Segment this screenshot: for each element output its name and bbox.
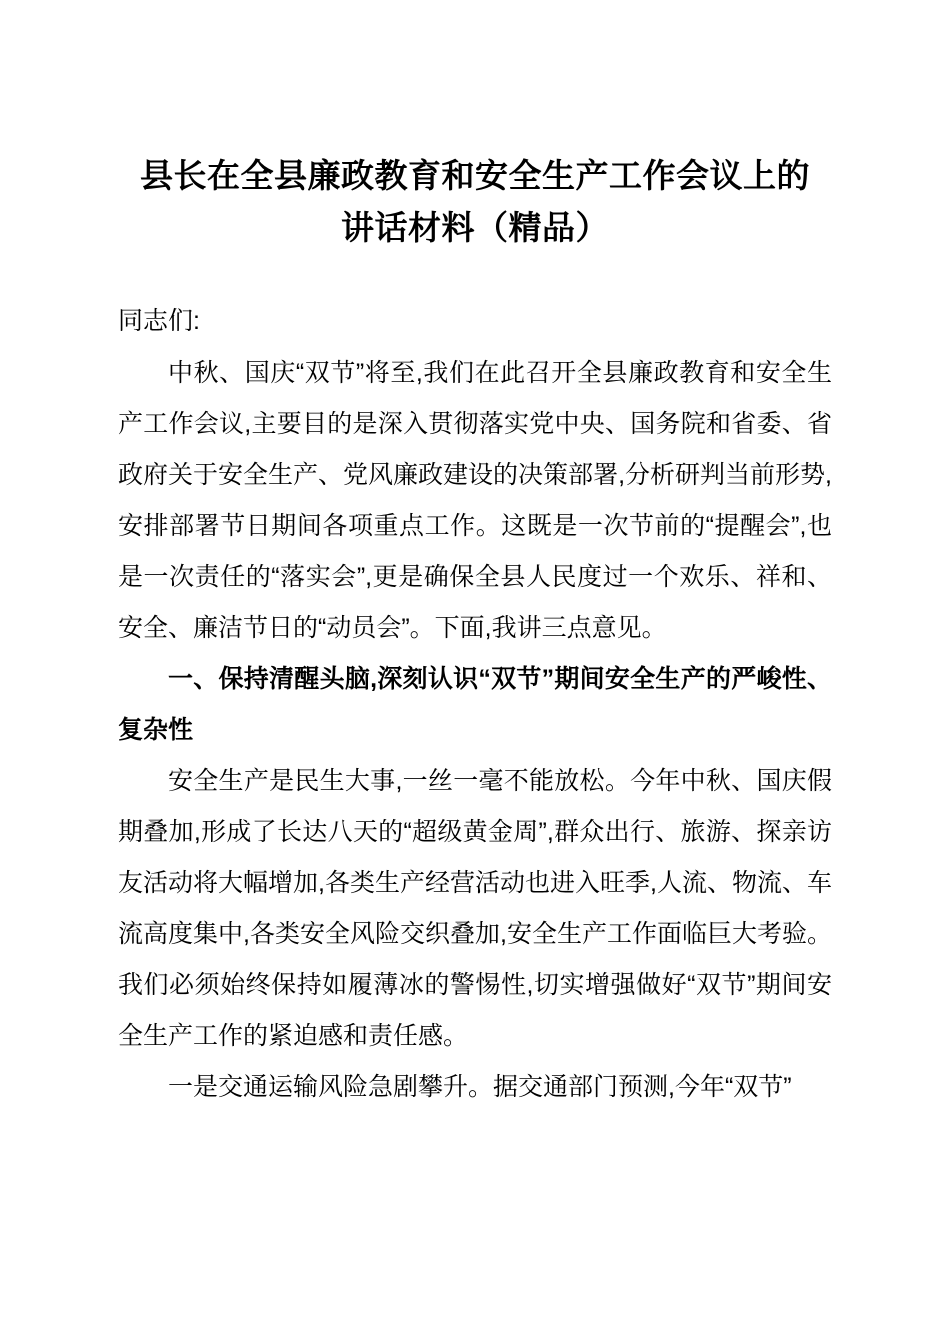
section-heading: 一、保持清醒头脑,深刻认识“双节”期间安全生产的严峻性、复杂性 [118, 665, 832, 744]
body-paragraph: 一是交通运输风险急剧攀升。据交通部门预测,今年“双节” [168, 1073, 792, 1101]
page-title: 县长在全县廉政教育和安全生产工作会议上的讲话材料（精品） [140, 157, 810, 246]
body-paragraph: 安全生产是民生大事,一丝一毫不能放松。今年中秋、国庆假期叠加,形成了长达八天的“超级黄金周”,群众出行、旅游、探亲访友活动将大幅增加,各类生产经营活动也进入旺季,人流、物流、车流高度集中,各类安全风险交织叠加,安全生产工作面临巨大考验。我们必须始终保持如履薄冰的警惕性,切实增强做好“双节”期间安全生产工作的紧迫感和责任感。 [118, 767, 832, 1050]
salutation: 同志们: [118, 307, 200, 335]
body-paragraph: 中秋、国庆“双节”将至,我们在此召开全县廉政教育和安全生产工作会议,主要目的是深入贯彻落实党中央、国务院和省委、省政府关于安全生产、党风廉政建设的决策部署,分析研判当前形势,安排部署节日期间各项重点工作。这既是一次节前的“提醒会”,也是一次责任的“落实会”,更是确保全县人民度过一个欢乐、祥和、安全、廉洁节日的“动员会”。下面,我讲三点意见。 [118, 359, 832, 642]
